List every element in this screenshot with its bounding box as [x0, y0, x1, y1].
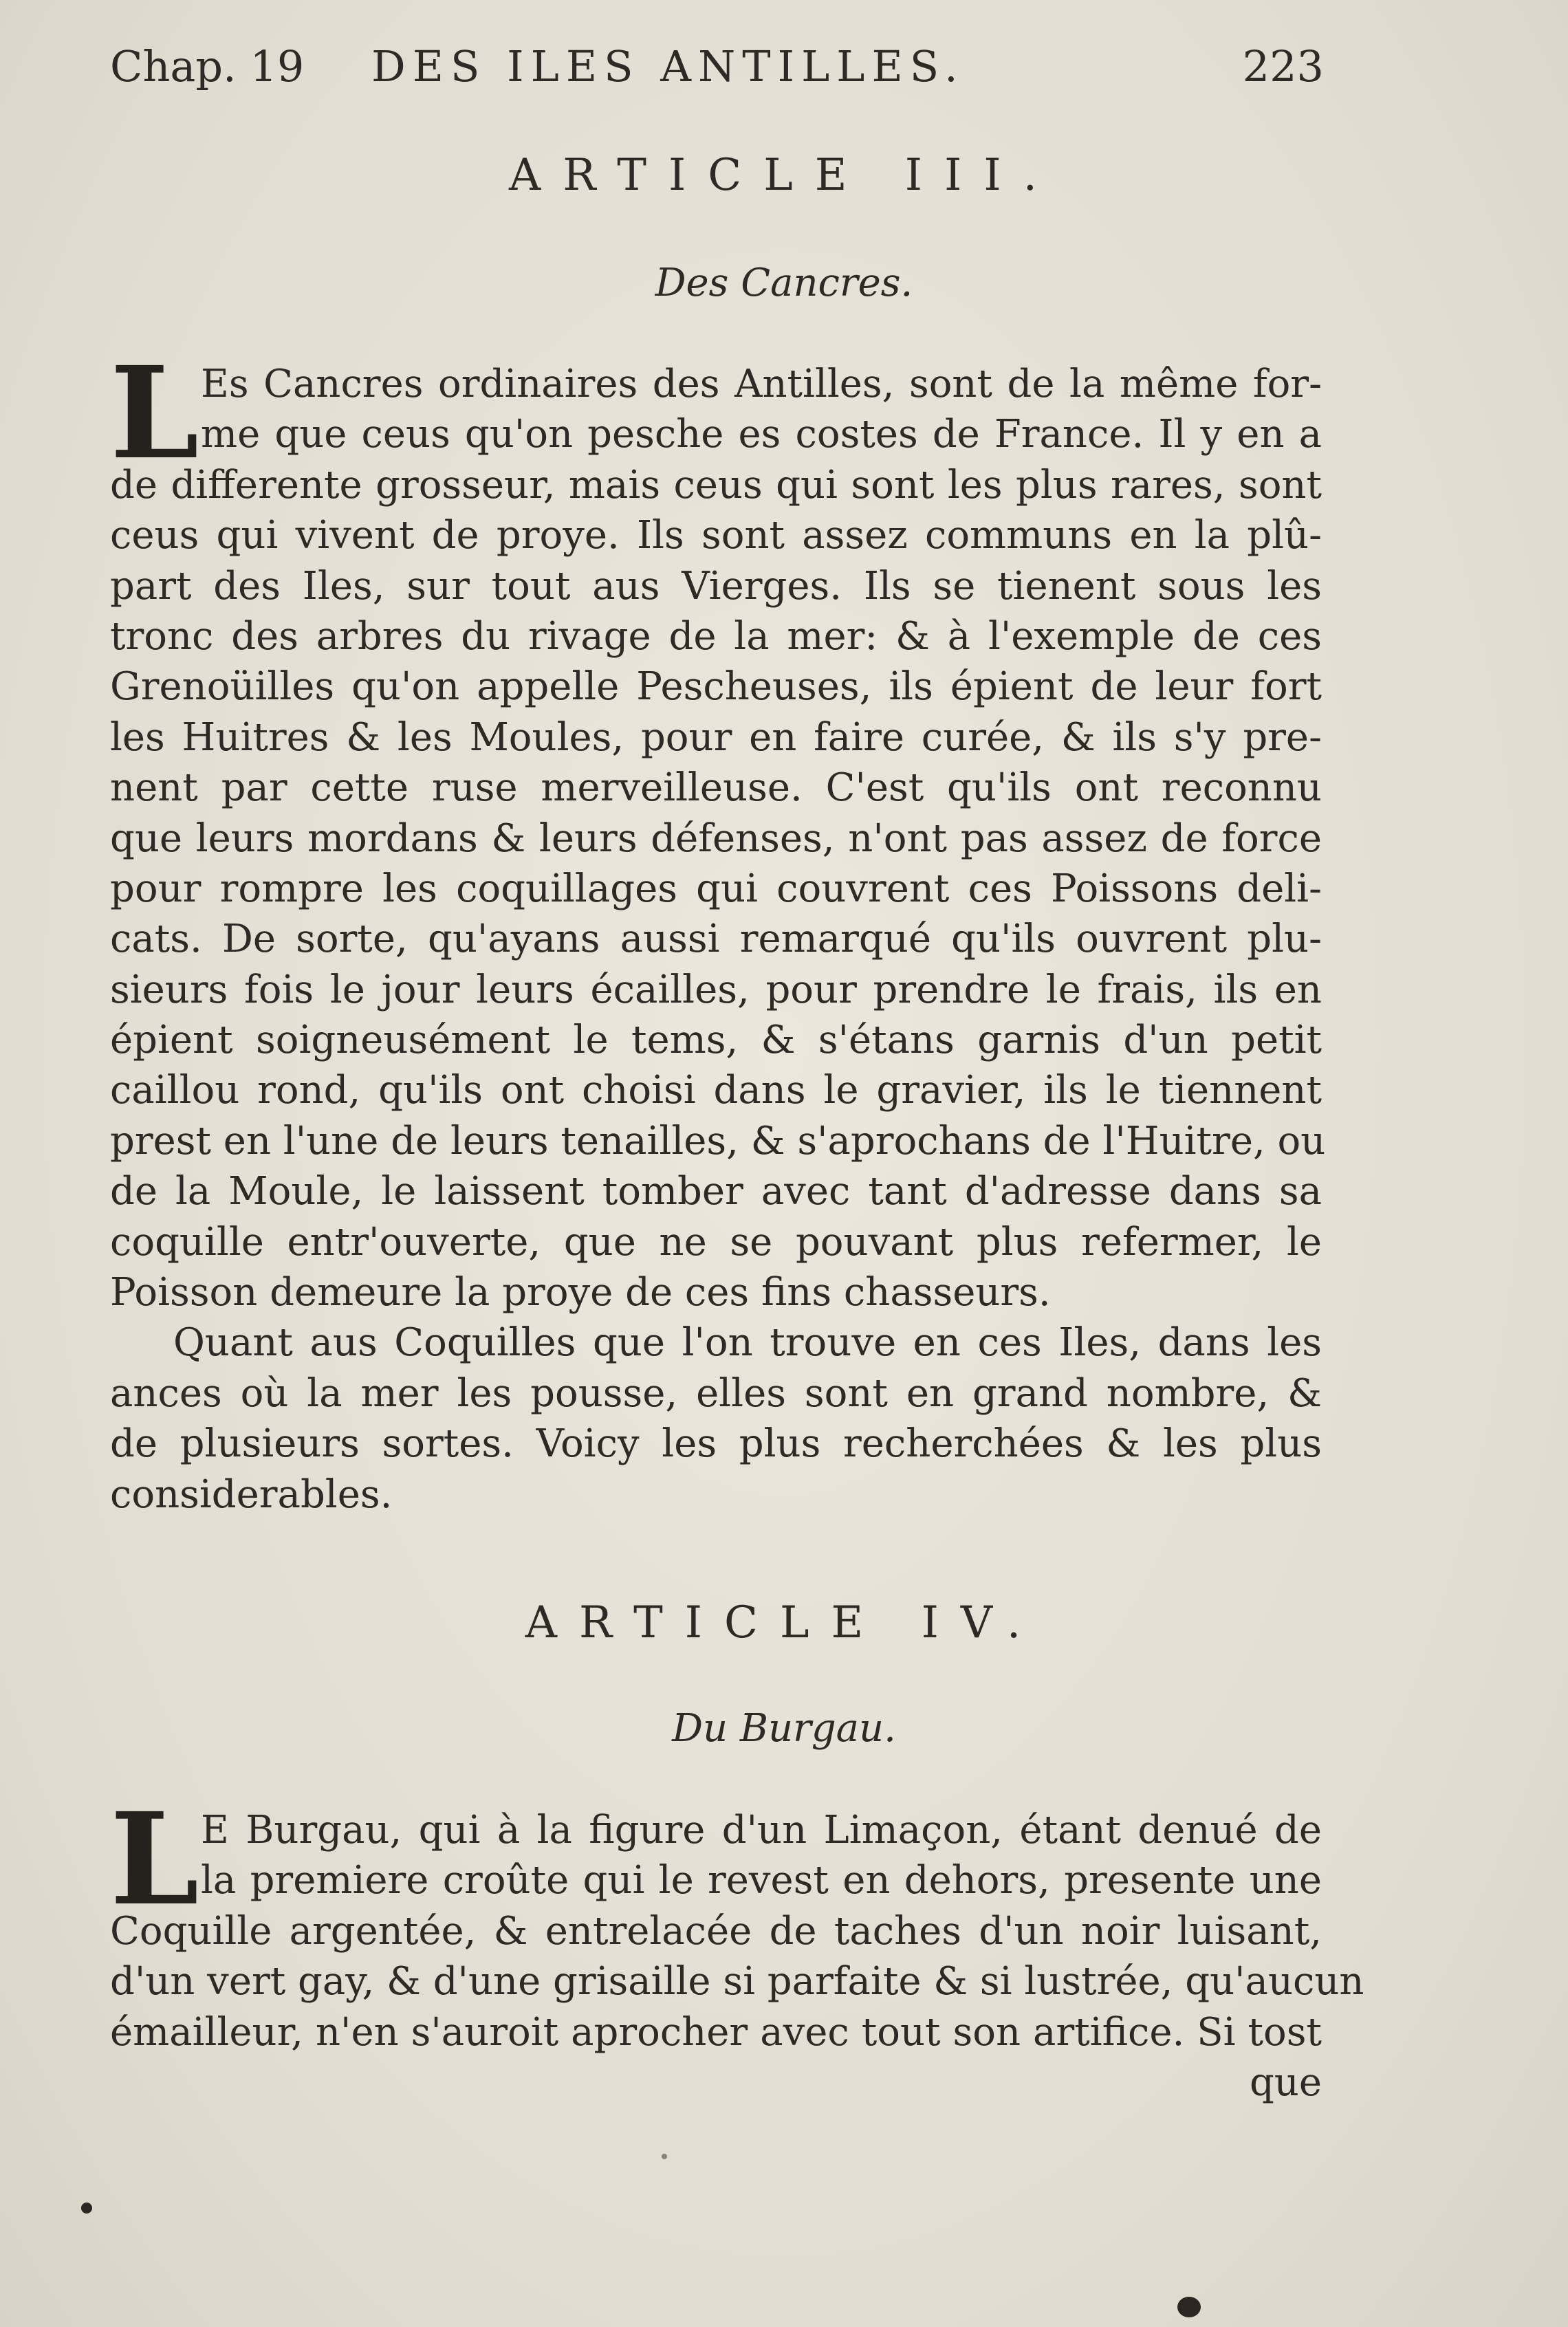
article-3-title: Des Cancres.: [655, 261, 913, 305]
text-line: me que ceus qu'on pesche es costes de France. Il y en a: [201, 412, 1322, 457]
text-line: Quant aus Coquilles que l'on trouve en ces Iles, dans les: [173, 1320, 1322, 1366]
page-number: 223: [1242, 41, 1324, 91]
text-line: émailleur, n'en s'auroit aprocher avec tout son artifice. Si tost: [110, 2009, 1322, 2055]
text-line: la premiere croûte qui le revest en dehors, presente une: [201, 1858, 1322, 1903]
text-line: ceus qui vivent de proye. Ils sont assez communs en la plû-: [110, 513, 1322, 558]
text-line: nent par cette ruse merveilleuse. C'est qu'ils ont reconnu: [110, 765, 1322, 811]
text-line: sieurs fois le jour leurs écailles, pour prendre le frais, ils en: [110, 967, 1322, 1012]
text-line: d'un vert gay, & d'une grisaille si parfaite & si lustrée, qu'aucun: [110, 1959, 1364, 2004]
article-4-title: Du Burgau.: [672, 1706, 896, 1751]
running-head: [110, 36, 1324, 98]
text-line: épient soigneusément le tems, & s'étans garnis d'un petit: [110, 1018, 1322, 1063]
article-4-text: [110, 1785, 1364, 2108]
text-line: de differente grosseur, mais ceus qui sont les plus rares, sont: [110, 462, 1322, 507]
ink-speck: [1177, 2297, 1201, 2317]
ink-speck: [81, 2203, 92, 2214]
text-line: coquille entr'ouverte, que ne se pouvant plus refermer, le: [110, 1219, 1322, 1265]
text-line: les Huitres & les Moules, pour en faire curée, & ils s'y pre-: [110, 714, 1322, 760]
text-line: de la Moule, le laissent tomber avec tant d'adresse dans sa: [110, 1169, 1322, 1214]
text-line: que leurs mordans & leurs défenses, n'ont pas assez de force: [110, 816, 1322, 861]
text-line: part des Iles, sur tout aus Vierges. Ils se tienent sous les: [110, 563, 1322, 609]
catchword: que: [1249, 2060, 1322, 2105]
text-line: caillou rond, qu'ils ont choisi dans le gravier, ils le tiennent: [110, 1068, 1322, 1113]
article-3-heading: ARTICLE III.: [509, 150, 1059, 201]
text-line: E Burgau, qui à la figure d'un Limaçon, étant denué de: [201, 1808, 1322, 1853]
text-line: tronc des arbres du rivage de la mer: & à l'exemple de ces: [110, 613, 1322, 659]
ink-speck: [662, 2154, 667, 2159]
text-line: considerables.: [110, 1472, 393, 1517]
text-line: pour rompre les coquillages qui couvrent ces Poissons deli-: [110, 866, 1322, 911]
chapter-label: Chap. 19: [110, 41, 305, 91]
drop-cap: L: [110, 339, 199, 488]
article-4-heading: ARTICLE IV.: [525, 1597, 1043, 1648]
text-line: Poisson demeure la proye de ces fins chasseurs.: [110, 1270, 1051, 1315]
drop-cap: L: [110, 1785, 199, 1934]
text-line: Coquille argentée, & entrelacée de taches d'un noir luisant,: [110, 1908, 1322, 1954]
text-line: de plusieurs sortes. Voicy les plus recherchées & les plus: [110, 1421, 1322, 1467]
text-line: prest en l'une de leurs tenailles, & s'aprochans de l'Huitre, ou: [110, 1118, 1326, 1164]
text-line: ances où la mer les pousse, elles sont en grand nombre, &: [110, 1370, 1322, 1416]
text-line: Es Cancres ordinaires des Antilles, sont de la même for-: [201, 362, 1322, 406]
article-3-text: [110, 339, 1326, 1520]
text-line: Grenoüilles qu'on appelle Pescheuses, ils épient de leur fort: [110, 664, 1322, 710]
text-line: cats. De sorte, qu'ayans aussi remarqué qu'ils ouvrent plu-: [110, 917, 1322, 962]
book-title: DES ILES ANTILLES.: [371, 41, 965, 91]
